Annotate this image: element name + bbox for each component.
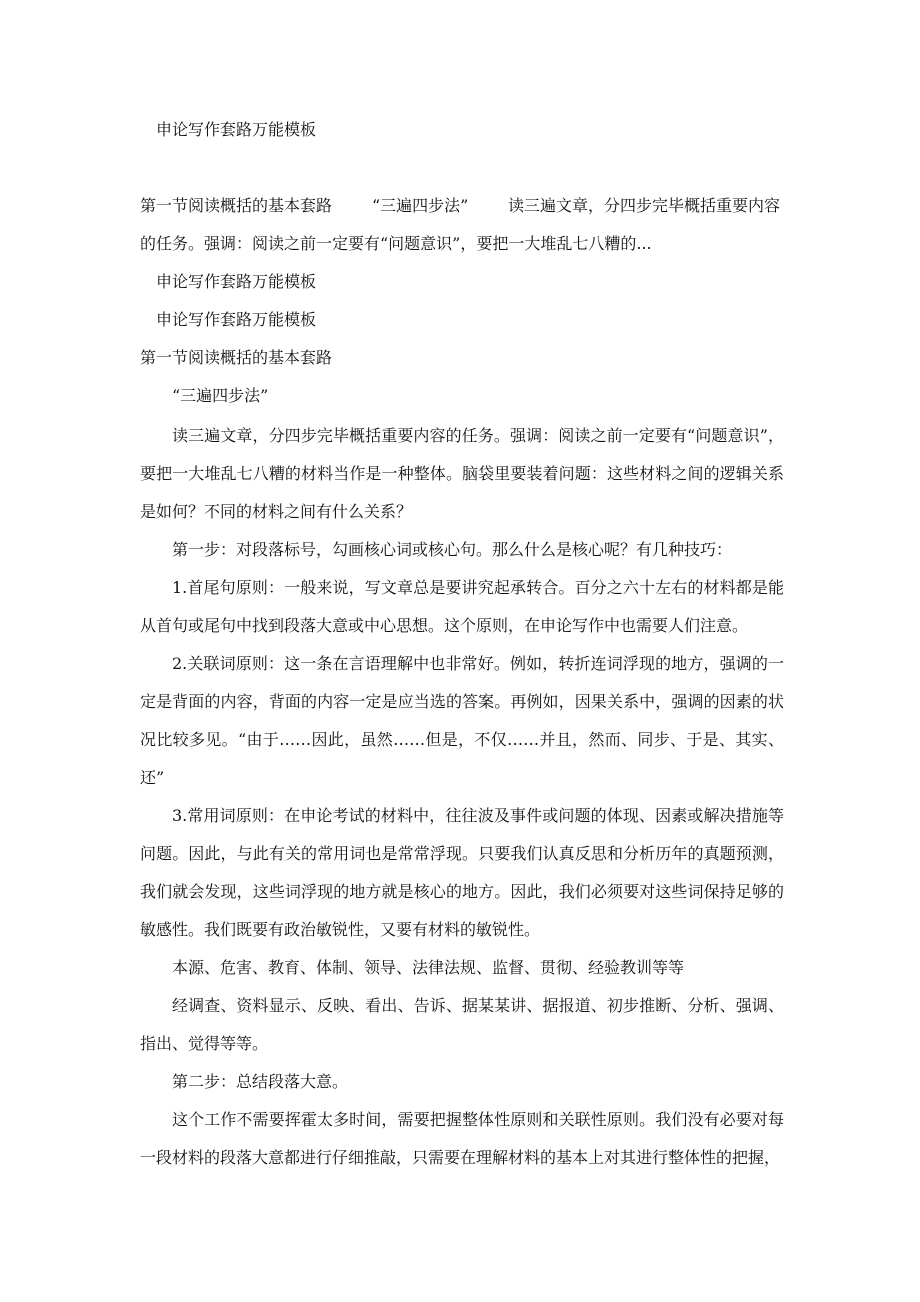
paragraph-step2-body — [140, 1101, 784, 1177]
header-summary-section: 第一节阅读概括的基本套路 — [140, 196, 333, 215]
paragraph-rule3-text: 3.常用词原则：在申论考试的材料中，往往波及事件或问题的体现、因素或解决措施等问题。因此，与此有关的常用词也是常常浮现。只要我们认真反思和分析历年的真题预测，我们就会发现，这些词浮现的地方就是核心的地方。因此，我们必须要对这些词保持足够的敏感性。我们既要有政治敏锐性，又要有材料的敏锐性。 — [140, 806, 784, 939]
header-summary-tail: 读三遍文章，分四步完毕概括重要内容 — [508, 196, 781, 215]
doc-title-2: 申论写作套路万能模板 — [156, 310, 317, 329]
header-summary-line2: 的任务。强调：阅读之前一定要有“问题意识”，要把一大堆乱七八糟的... — [140, 234, 652, 253]
paragraph-intro — [140, 417, 784, 531]
section-heading: 第一节阅读概括的基本套路 — [140, 348, 333, 367]
header-summary-method: “三遍四步法” — [372, 196, 469, 215]
paragraph-words1 — [140, 949, 784, 987]
paragraph-words1-text: 本源、危害、教育、体制、领导、法律法规、监督、贯彻、经验教训等等 — [172, 958, 685, 977]
paragraph-words2-text: 经调查、资料显示、反映、看出、告诉、据某某讲、据报道、初步推断、分析、强调、指出、觉得等等。 — [140, 996, 784, 1053]
paragraph-intro-text: 读三遍文章，分四步完毕概括重要内容的任务。强调：阅读之前一定要有“问题意识”，要把一大堆乱七八糟的材料当作是一种整体。脑袋里要装着问题：这些材料之间的逻辑关系是如何？不同的材料之间有什么关系？ — [140, 426, 784, 521]
paragraph-step1 — [140, 531, 784, 569]
method-heading: “三遍四步法” — [172, 386, 269, 405]
paragraph-step1-text: 第一步：对段落标号，勾画核心词或核心句。那么什么是核心呢？有几种技巧： — [172, 540, 733, 559]
paragraph-step2-text: 第二步：总结段落大意。 — [172, 1072, 349, 1091]
paragraph-rule2 — [140, 645, 784, 797]
paragraph-rule1 — [140, 569, 784, 645]
doc-title-1: 申论写作套路万能模板 — [156, 272, 317, 291]
paragraph-rule2-text: 2.关联词原则：这一条在言语理解中也非常好。例如，转折连词浮现的地方，强调的一定是背面的内容，背面的内容一定是应当选的答案。再例如，因果关系中，强调的因素的状况比较多见。“由于……因此，虽然……但是，不仅……并且，然而、同步、于是、其实、还” — [140, 654, 784, 787]
paragraph-rule1-text: 1.首尾句原则：一般来说，写文章总是要讲究起承转合。百分之六十左右的材料都是能从首句或尾句中找到段落大意或中心思想。这个原则，在申论写作中也需要人们注意。 — [140, 578, 784, 635]
paragraph-step2-body-text: 这个工作不需要挥霍太多时间，需要把握整体性原则和关联性原则。我们没有必要对每一段材料的段落大意都进行仔细推敲，只需要在理解材料的基本上对其进行整体性的把握， — [140, 1110, 784, 1167]
paragraph-step2 — [140, 1063, 784, 1101]
paragraph-rule3 — [140, 797, 784, 949]
header-title: 申论写作套路万能模板 — [156, 120, 317, 139]
paragraph-words2 — [140, 987, 784, 1063]
